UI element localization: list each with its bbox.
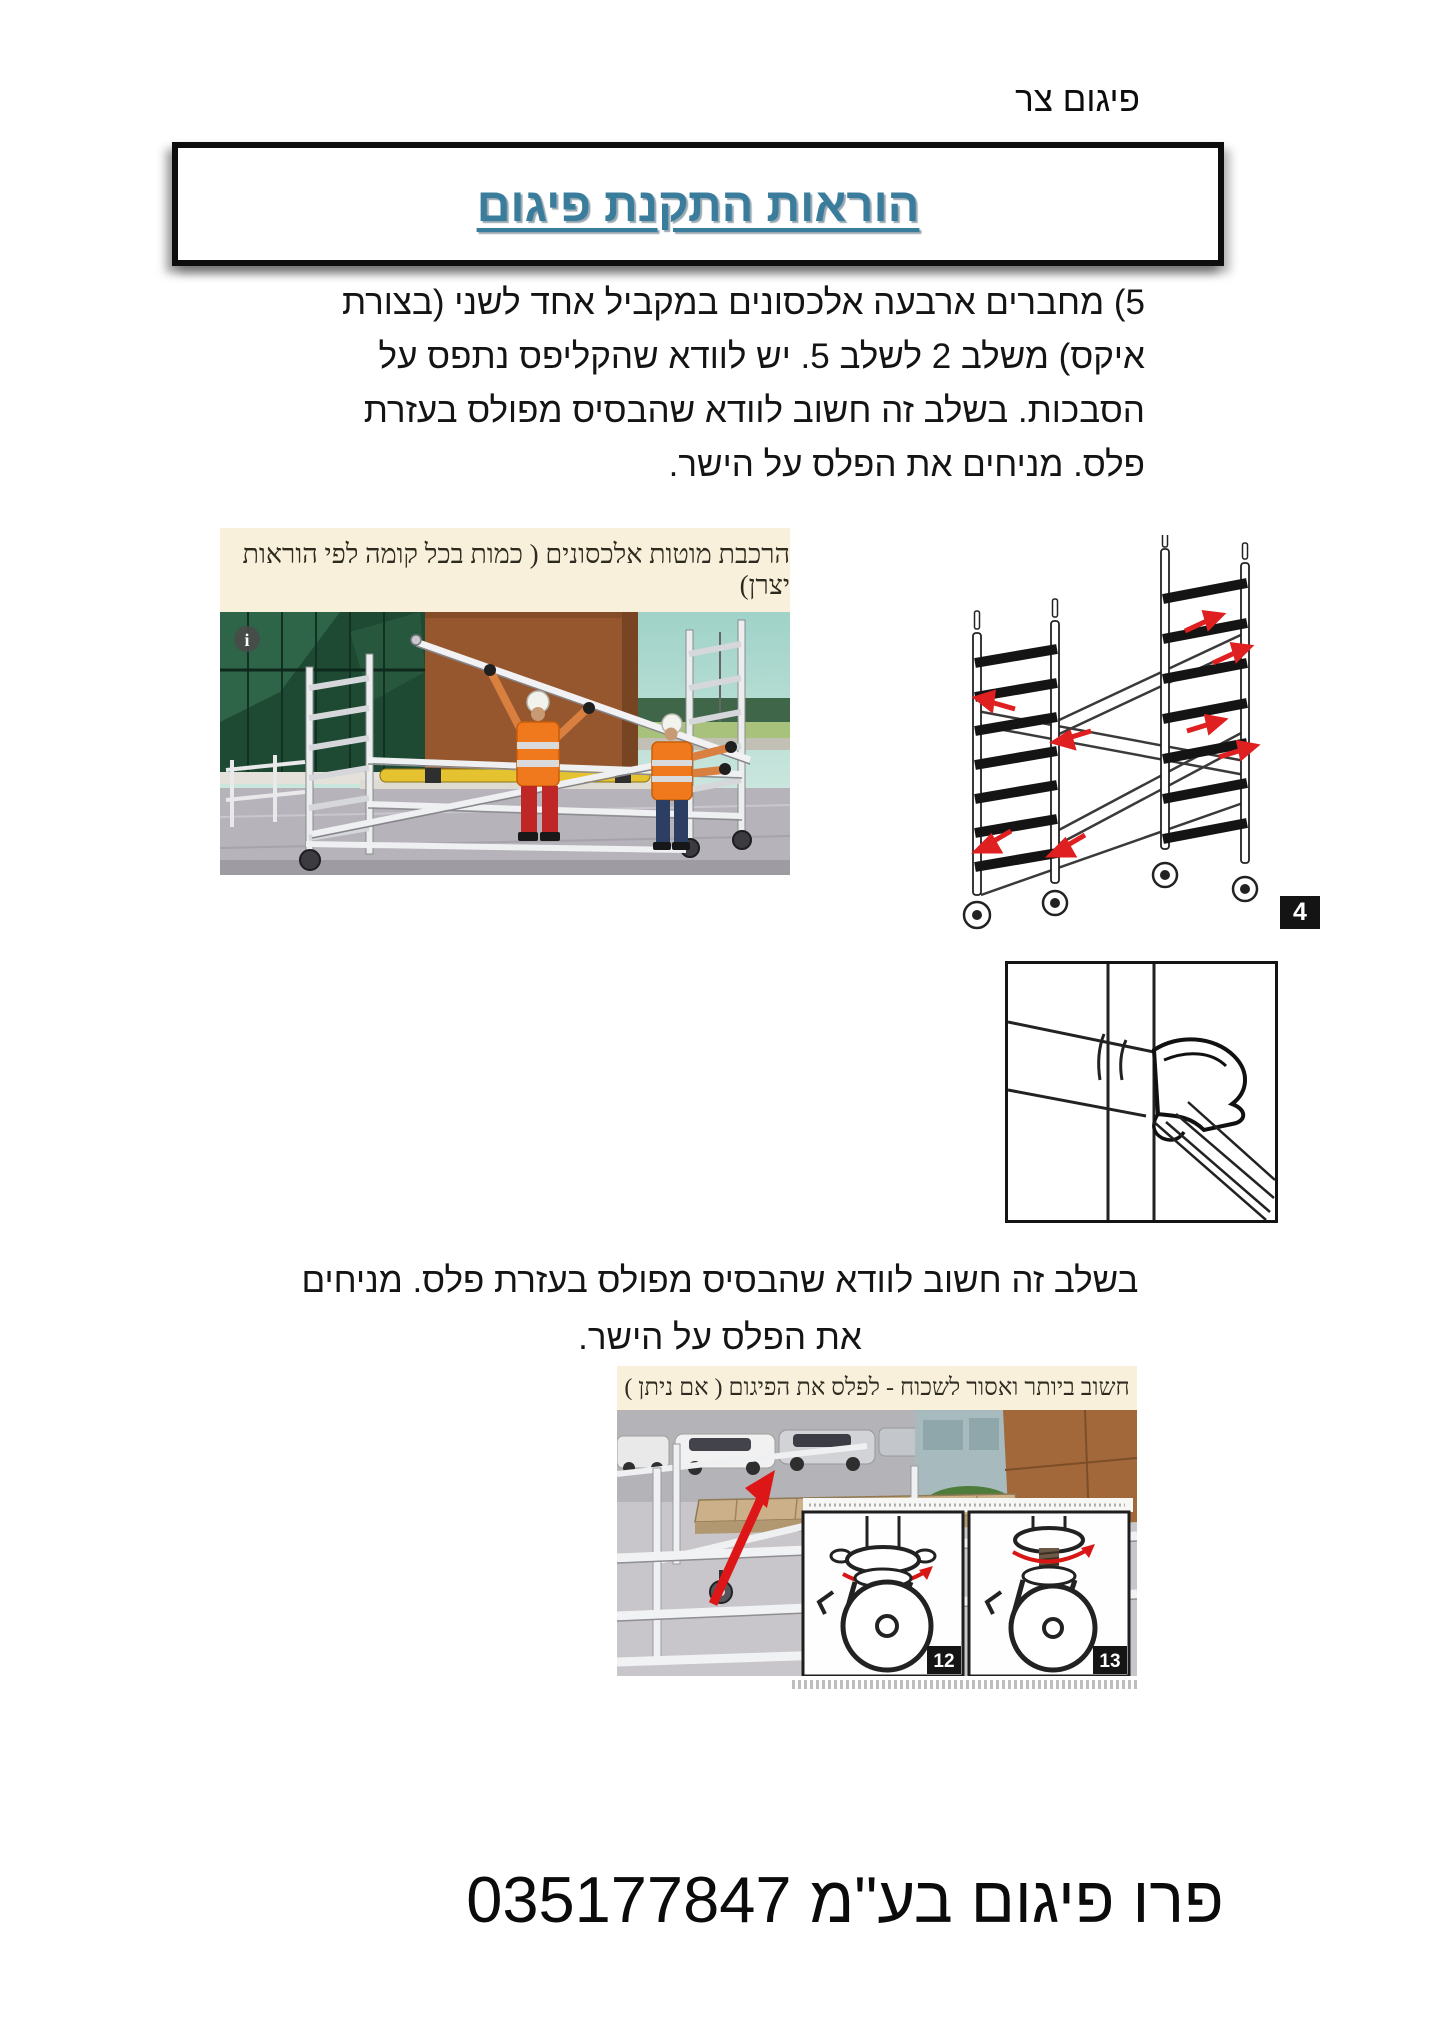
caster-inset-12 (803, 1512, 963, 1676)
paragraph-line: בשלב זה חשוב לוודא שהבסיס מפולס בעזרת פלס. מניחים (301, 1261, 1139, 1300)
scaffold-diagram (953, 535, 1323, 935)
figure2-caption: חשוב ביותר ואסור לשכוח - לפלס את הפיגום ( אם ניתן ) (624, 1374, 1130, 1401)
figure1-caption-band (220, 528, 790, 612)
figure1-photo (220, 612, 790, 875)
company-footer: פרו פיגום בע"מ 035177847 (466, 1863, 1224, 1936)
figure-leveling (617, 1366, 1137, 1676)
paragraph-line: הסבכות. בשלב זה חשוב לוודא שהבסיס מפולס בעזרת (363, 391, 1145, 430)
step5-paragraph (245, 276, 1145, 492)
svg-text:12: 12 (933, 1651, 955, 1672)
page-title: הוראות התקנת פיגום (476, 177, 920, 231)
caster-inset-13 (969, 1512, 1129, 1676)
figure-brace-assembly (220, 528, 790, 875)
annotation-strip (803, 1498, 1133, 1512)
paragraph-line: 5) מחברים ארבעה אלכסונים במקביל אחד לשני (בצורת (341, 283, 1145, 322)
figure1-caption: הרכבת מוטות אלכסונים ( כמות בכל קומה לפי הוראות יצרן) (242, 539, 790, 600)
paragraph-line: פלס. מניחים את הפלס על הישר. (668, 445, 1145, 484)
clamp-drawing (1008, 964, 1275, 1220)
micro-annotation-row (792, 1680, 1138, 1689)
paragraph-line: איקס) משלב 2 לשלב 5. יש לוודא שהקליפס נתפס על (378, 337, 1145, 376)
figure2-caption-band (617, 1366, 1137, 1410)
svg-text:13: 13 (1099, 1651, 1121, 1672)
leveling-paragraph (240, 1252, 1200, 1366)
title-box (172, 142, 1224, 266)
diagram-tower-left (964, 599, 1067, 928)
svg-text:i: i (244, 630, 250, 650)
info-icon (234, 626, 260, 652)
page-corner-label: פיגום צר (1015, 80, 1140, 119)
figure2-photo (617, 1410, 1137, 1676)
clamp-detail-box (1005, 961, 1278, 1223)
paragraph-line: את הפלס על הישר. (578, 1318, 862, 1357)
step-number: 4 (1293, 898, 1307, 926)
step-number-badge (1280, 896, 1320, 929)
